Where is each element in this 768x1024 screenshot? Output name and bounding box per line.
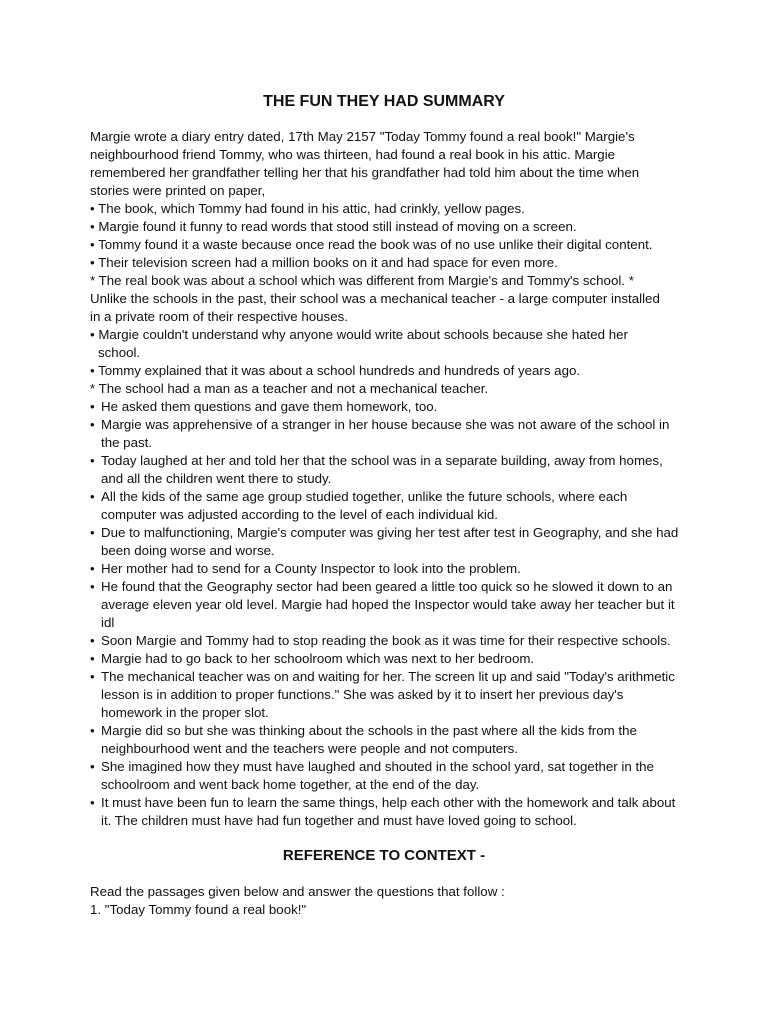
reference-section bbox=[90, 883, 690, 919]
bullet-icon: • bbox=[90, 525, 95, 540]
list-item bbox=[90, 722, 690, 758]
list-item-text: Her mother had to send for a County Inspector to look into the problem. bbox=[101, 561, 521, 576]
star-item: * The school had a man as a teacher and not a mechanical teacher. bbox=[90, 381, 489, 396]
list-item-text: It must have been fun to learn the same things, help each other with the homework and talk about it. The children must have had fun together and must have loved going to school. bbox=[101, 795, 676, 828]
list-item-text: He found that the Geography sector had been geared a little too quick so he slowed it down to an average eleven year old level. Margie had hoped the Inspector would take away her teacher but it idl bbox=[101, 579, 675, 630]
list-item-text: He asked them questions and gave them homework, too. bbox=[101, 399, 438, 414]
list-item: • Tommy explained that it was about a school hundreds and hundreds of years ago. bbox=[90, 363, 581, 378]
list-item bbox=[90, 398, 690, 416]
list-item: • Tommy found it a waste because once read the book was of no use unlike their digital content. bbox=[90, 237, 653, 252]
list-item bbox=[90, 488, 690, 524]
bullet-icon: • bbox=[90, 561, 95, 576]
list-item bbox=[90, 650, 690, 668]
list-item-text: Margie did so but she was thinking about the schools in the past where all the kids from the neighbourhood went and the teachers were people and not computers. bbox=[101, 723, 637, 756]
bullet-icon: • bbox=[90, 399, 95, 414]
list-item bbox=[90, 578, 690, 632]
list-item bbox=[90, 758, 690, 794]
list-item: • Margie couldn't understand why anyone would write about schools because she hated her bbox=[90, 327, 628, 342]
list-item bbox=[90, 632, 690, 650]
document-title: THE FUN THEY HAD SUMMARY bbox=[263, 93, 505, 110]
bullet-icon: • bbox=[90, 417, 95, 432]
list-item: • Their television screen had a million books on it and had space for even more. bbox=[90, 255, 558, 270]
list-item-continuation: school. bbox=[98, 345, 141, 360]
list-item bbox=[90, 452, 690, 488]
list-item: • The book, which Tommy had found in his attic, had crinkly, yellow pages. bbox=[90, 201, 525, 216]
list-item: • Margie found it funny to read words that stood still instead of moving on a screen. bbox=[90, 219, 577, 234]
intro-paragraph: Margie wrote a diary entry dated, 17th May 2157 "Today Tommy found a real book!" Margie's neighbourhood friend Tommy, who was thirteen, had found a real book in his attic. Margie remembered her grandfather telling her that his grandfather had told him about the time when stories were printed on paper, bbox=[90, 129, 640, 198]
reference-instruction: Read the passages given below and answer the questions that follow : bbox=[90, 884, 505, 899]
bullet-icon: • bbox=[90, 579, 95, 594]
list-item-text: The mechanical teacher was on and waiting for her. The screen lit up and said "Today's arithmetic lesson is in addition to proper functions." She was asked by it to insert her previous day's homework in the proper slot. bbox=[101, 669, 675, 720]
list-item bbox=[90, 524, 690, 560]
star-paragraph: * The real book was about a school which was different from Margie's and Tommy's school. * Unlike the schools in the past, their school was a mechanical teacher - a large computer installed in a private room of their respective houses. bbox=[90, 273, 660, 324]
list-item-text: She imagined how they must have laughed and shouted in the school yard, sat together in the schoolroom and went back home together, at the end of the day. bbox=[101, 759, 654, 792]
list-item-text: Soon Margie and Tommy had to stop reading the book as it was time for their respective schools. bbox=[101, 633, 671, 648]
bullet-icon: • bbox=[90, 669, 95, 684]
bullet-icon: • bbox=[90, 759, 95, 774]
list-item-text: Today laughed at her and told her that the school was in a separate building, away from homes, and all the children went there to study. bbox=[101, 453, 663, 486]
bullet-icon: • bbox=[90, 651, 95, 666]
summary-body bbox=[90, 128, 690, 830]
list-item-text: Due to malfunctioning, Margie's computer was giving her test after test in Geography, and she had been doing worse and worse. bbox=[101, 525, 679, 558]
bullet-icon: • bbox=[90, 453, 95, 468]
list-item-text: Margie was apprehensive of a stranger in her house because she was not aware of the school in the past. bbox=[101, 417, 670, 450]
bullet-icon: • bbox=[90, 489, 95, 504]
section-title: REFERENCE TO CONTEXT - bbox=[282, 847, 486, 864]
bullet-icon: • bbox=[90, 723, 95, 738]
list-item bbox=[90, 416, 690, 452]
list-item bbox=[90, 794, 690, 830]
list-item bbox=[90, 668, 690, 722]
bullet-icon: • bbox=[90, 633, 95, 648]
bullet-icon: • bbox=[90, 795, 95, 810]
reference-item: 1. "Today Tommy found a real book!" bbox=[90, 902, 307, 917]
list-item-text: All the kids of the same age group studied together, unlike the future schools, where each computer was adjusted according to the level of each individual kid. bbox=[101, 489, 628, 522]
list-item bbox=[90, 560, 690, 578]
list-item-text: Margie had to go back to her schoolroom which was next to her bedroom. bbox=[101, 651, 535, 666]
